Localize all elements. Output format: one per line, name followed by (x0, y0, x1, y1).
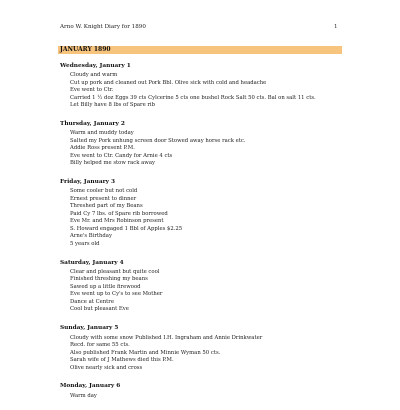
entry-date-heading: Thursday, January 2 (60, 121, 125, 128)
page-number: 1 (334, 24, 338, 30)
entry-text-lines (60, 188, 340, 248)
entry-date-heading: Friday, January 3 (60, 179, 116, 186)
entry-text-line: Also published Frank Martin and Minnie Wyman 50 cts. (70, 349, 221, 356)
entry-text-line: Sarah wife of J Mathews died this P.M. (70, 357, 174, 363)
entry-text-line: Dance at Centre (70, 298, 114, 305)
entry-text-line: Finished threshing my beans (70, 276, 148, 283)
entry-text-line: S. Howard engaged 1 Bbl of Apples $2.25 (70, 225, 183, 232)
entry-text-line: Salted my Pork unhung screen door Stowed away horse rack etc. (70, 137, 246, 144)
entry-text-lines (60, 335, 340, 373)
entry-text-line: Olive nearly sick and cross (70, 364, 143, 371)
entry-text-line: Paid Cy 7 lbs. of Spare rib borrowed (70, 210, 168, 217)
entry-text-lines (60, 72, 340, 110)
diary-entry (60, 62, 340, 110)
entry-text-line: Sawed up a little firewood (70, 283, 141, 290)
diary-entry (60, 178, 340, 248)
entry-text-line: Arne's Birthday (70, 233, 112, 240)
entry-text-line: Threshed part of my Beans (70, 203, 143, 210)
entry-text-line: Cloudy with some snow Published I.H. Ingraham and Annie Drinkwater (70, 334, 263, 341)
entry-text-line: Warm and muddy today (70, 130, 134, 137)
entry-text-line: Some cooler but not cold (70, 188, 138, 195)
entry-text-line: Warm day (70, 392, 97, 399)
month-heading: JANUARY 1890 (60, 46, 111, 53)
entry-text-line: Cut up pork and cleaned out Pork Bbl. Olive sick with cold and headache (70, 79, 267, 86)
entry-text-line: Clear and pleasant but quite cool (70, 268, 160, 275)
entry-text-line: Eve went to Ctr. (70, 87, 114, 94)
diary-entry (60, 259, 340, 314)
entry-text-line: Cool but pleasant Eve (70, 306, 129, 313)
entry-text-line: Carried 1 ½ doz Eggs 39 cts Cylcerine 5 cts one bushel Rock Salt 50 cts. Bal on salt 11 cts. (70, 94, 316, 101)
entry-text-lines (60, 130, 340, 168)
entry-text-line: Cloudy and warm (70, 72, 118, 79)
running-header-title: Arno W. Knight Diary for 1890 (60, 24, 146, 30)
diary-entries (60, 62, 340, 410)
entry-text-line: Eve went up to Cy's to see Mother (70, 291, 163, 298)
diary-entry (60, 120, 340, 168)
entry-date-heading: Wednesday, January 1 (60, 63, 131, 69)
entry-date-heading: Saturday, January 4 (60, 259, 124, 266)
entry-text-line: Eve went to Ctr. Candy for Arnie 4 cts (70, 152, 173, 159)
entry-text-line: 5 years old (70, 240, 100, 247)
month-heading-bar (58, 46, 342, 54)
entry-text-line: Addie Ross present P.M. (70, 145, 135, 152)
entry-text-line: Let Billy have 8 lbs of Spare rib (70, 102, 156, 109)
entry-date-heading: Sunday, January 5 (60, 325, 119, 332)
entry-text-lines (60, 269, 340, 314)
entry-text-lines (60, 393, 340, 401)
entry-text-line: Recd. for same 55 cts. (70, 342, 130, 348)
diary-entry (60, 324, 340, 372)
entry-text-line: Billy helped me stow rack away (70, 160, 155, 167)
entry-text-line: Ernest present to dinner (70, 195, 137, 202)
entry-text-line: Eve Mr. and Mrs Robinson present (70, 218, 164, 225)
entry-date-heading: Monday, January 6 (60, 383, 121, 390)
diary-entry (60, 382, 340, 400)
